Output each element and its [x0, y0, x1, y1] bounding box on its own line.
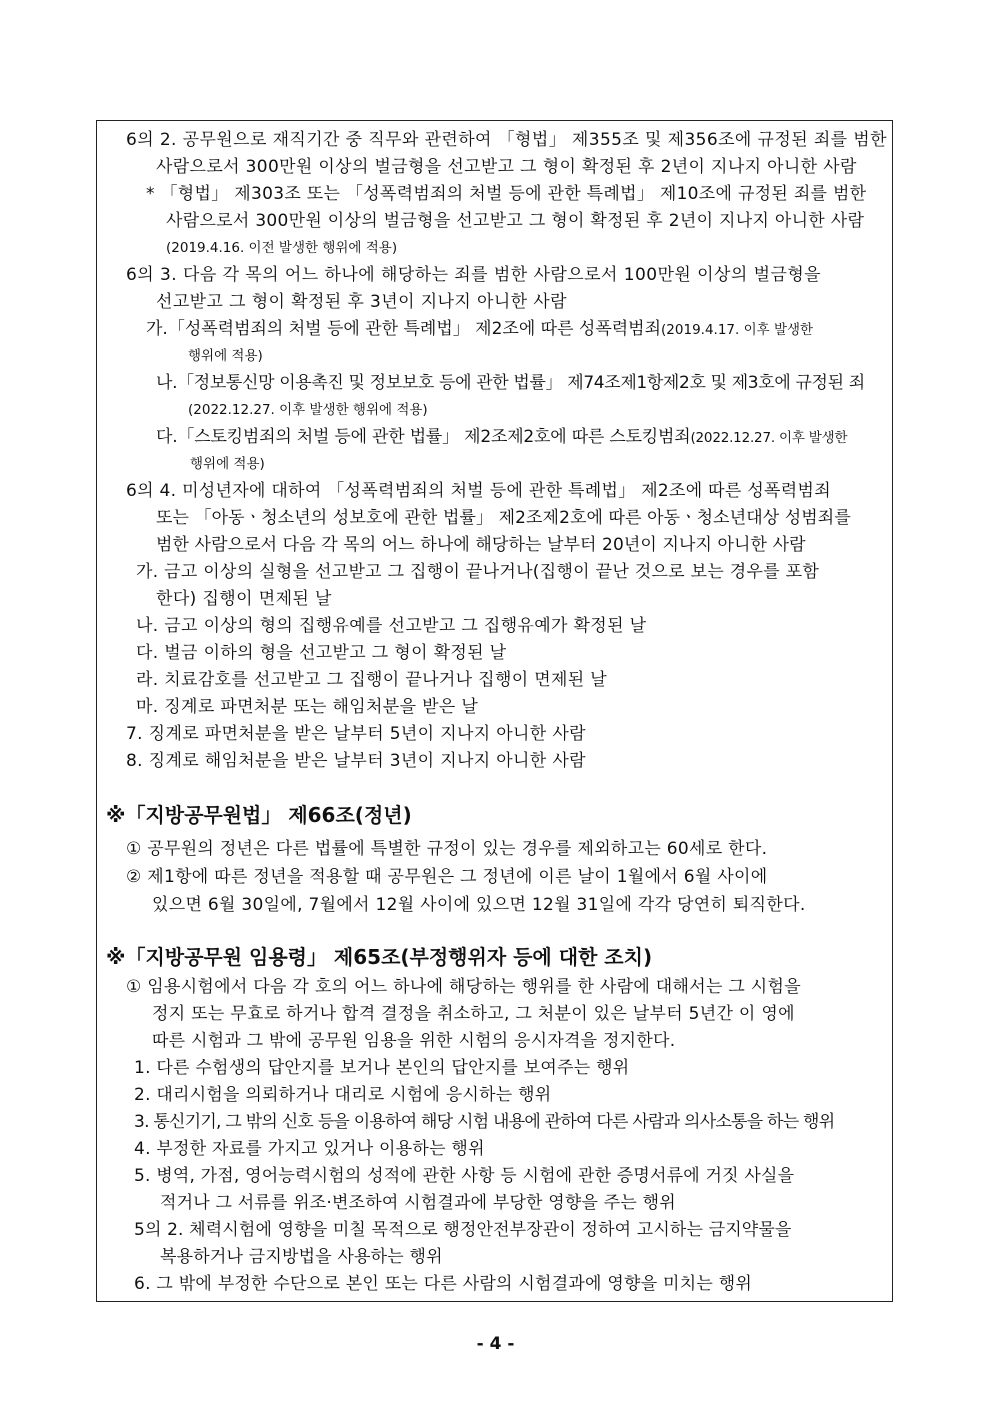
- item-ga-line2: 행위에 적용): [188, 348, 263, 364]
- clause-7: 7. 징계로 파면처분을 받은 날부터 5년이 지나지 아니한 사람: [126, 724, 586, 744]
- misconduct-item-5-line2: 적거나 그 서류를 위조·변조하여 시험결과에 부당한 영향을 주는 행위: [160, 1193, 676, 1213]
- item-da-text: 다.「스토킹범죄의 처벌 등에 관한 법률」 제2조제2호에 따른 스토킹범죄: [156, 427, 691, 447]
- item-4-ra: 라. 치료감호를 선고받고 그 집행이 끝나거나 집행이 면제된 날: [136, 670, 608, 690]
- misconduct-para-line1: ① 임용시험에서 다음 각 호의 어느 하나에 해당하는 행위를 한 사람에 대해서는 그 시험을: [126, 977, 801, 997]
- misconduct-item-1: 1. 다른 수험생의 답안지를 보거나 본인의 답안지를 보여주는 행위: [134, 1058, 630, 1078]
- clause-6-2-line1: 6의 2. 공무원으로 재직기간 중 직무와 관련하여 「형법」 제355조 및 제356조에 규정된 죄를 범한: [126, 130, 887, 150]
- misconduct-item-4: 4. 부정한 자료를 가지고 있거나 이용하는 행위: [134, 1139, 485, 1159]
- item-4-ga-line2: 한다) 집행이 면제된 날: [156, 589, 332, 609]
- clause-6-4-line1: 6의 4. 미성년자에 대하여 「성폭력범죄의 처벌 등에 관한 특례법」 제2조에 따른 성폭력범죄: [126, 481, 831, 501]
- item-4-ga-line1: 가. 금고 이상의 실형을 선고받고 그 집행이 끝나거나(집행이 끝난 것으로 보는 경우를 포함: [136, 562, 820, 582]
- item-ga-date: (2019.4.17. 이후 발생한: [661, 322, 814, 338]
- clause-note-date: (2019.4.16. 이전 발생한 행위에 적용): [166, 240, 398, 256]
- misconduct-item-6: 6. 그 밖에 부정한 수단으로 본인 또는 다른 사람의 시험결과에 영향을 미치는 행위: [134, 1274, 753, 1294]
- retirement-para-2-line2: 있으면 6월 30일에, 7월에서 12월 사이에 있으면 12월 31일에 각각 당연히 퇴직한다.: [152, 895, 806, 915]
- item-4-da: 다. 벌금 이하의 형을 선고받고 그 형이 확정된 날: [136, 643, 507, 663]
- clause-6-3-line2: 선고받고 그 형이 확정된 후 3년이 지나지 아니한 사람: [156, 292, 567, 312]
- page-number: - 4 -: [476, 1334, 515, 1354]
- section-heading-misconduct: ※「지방공무원 임용령」 제65조(부정행위자 등에 대한 조치): [106, 945, 653, 969]
- clause-8: 8. 징계로 해임처분을 받은 날부터 3년이 지나지 아니한 사람: [126, 751, 586, 771]
- clause-6-3-line1: 6의 3. 다음 각 목의 어느 하나에 해당하는 죄를 범한 사람으로서 100만원 이상의 벌금형을: [126, 265, 822, 285]
- item-4-na: 나. 금고 이상의 형의 집행유예를 선고받고 그 집행유예가 확정된 날: [136, 616, 647, 636]
- item-4-ma: 마. 징계로 파면처분 또는 해임처분을 받은 날: [136, 697, 479, 717]
- retirement-para-1: ① 공무원의 정년은 다른 법률에 특별한 규정이 있는 경우를 제외하고는 60세로 한다.: [126, 839, 768, 859]
- item-na-line1: 나.「정보통신망 이용촉진 및 정보보호 등에 관한 법률」 제74조제1항제2호 및 제3호에 규정된 죄: [156, 373, 865, 393]
- item-ga-text: 가.「성폭력범죄의 처벌 등에 관한 특례법」 제2조에 따른 성폭력범죄: [146, 319, 662, 339]
- misconduct-para-line3: 따른 시험과 그 밖에 공무원 임용을 위한 시험의 응시자격을 정지한다.: [152, 1031, 676, 1051]
- item-ga-line1: [146, 318, 813, 341]
- item-da-date: (2022.12.27. 이후 발생한: [690, 430, 848, 446]
- retirement-para-2-line1: ② 제1항에 따른 정년을 적용할 때 공무원은 그 정년에 이른 날이 1월에서 6월 사이에: [126, 867, 768, 887]
- item-da-line1: [156, 426, 847, 449]
- section-heading-retirement: ※「지방공무원법」 제66조(정년): [106, 803, 412, 827]
- misconduct-item-5-2-line1: 5의 2. 체력시험에 영향을 미칠 목적으로 행정안전부장관이 정하여 고시하는 금지약물을: [134, 1220, 792, 1240]
- clause-6-2-line2: 사람으로서 300만원 이상의 벌금형을 선고받고 그 형이 확정된 후 2년이 지나지 아니한 사람: [156, 157, 857, 177]
- misconduct-item-5-line1: 5. 병역, 가점, 영어능력시험의 성적에 관한 사항 등 시험에 관한 증명서류에 거짓 사실을: [134, 1166, 795, 1186]
- misconduct-item-3: 3. 통신기기, 그 밖의 신호 등을 이용하여 해당 시험 내용에 관하여 다른 사람과 의사소통을 하는 행위: [134, 1112, 835, 1132]
- clause-6-4-line2: 또는 「아동ㆍ청소년의 성보호에 관한 법률」 제2조제2호에 따른 아동ㆍ청소년대상 성범죄를: [156, 508, 851, 528]
- clause-note-line1: * 「형법」 제303조 또는 「성폭력범죄의 처벌 등에 관한 특례법」 제10조에 규정된 죄를 범한: [146, 184, 867, 204]
- item-na-date: (2022.12.27. 이후 발생한 행위에 적용): [188, 402, 428, 418]
- clause-note-line2: 사람으로서 300만원 이상의 벌금형을 선고받고 그 형이 확정된 후 2년이 지나지 아니한 사람: [166, 211, 865, 231]
- item-da-line2: 행위에 적용): [190, 456, 265, 472]
- clause-6-4-line3: 범한 사람으로서 다음 각 목의 어느 하나에 해당하는 날부터 20년이 지나지 아니한 사람: [156, 535, 806, 555]
- misconduct-item-5-2-line2: 복용하거나 금지방법을 사용하는 행위: [160, 1247, 443, 1267]
- misconduct-item-2: 2. 대리시험을 의뢰하거나 대리로 시험에 응시하는 행위: [134, 1085, 552, 1105]
- misconduct-para-line2: 정지 또는 무효로 하거나 합격 결정을 취소하고, 그 처분이 있은 날부터 5년간 이 영에: [152, 1004, 795, 1024]
